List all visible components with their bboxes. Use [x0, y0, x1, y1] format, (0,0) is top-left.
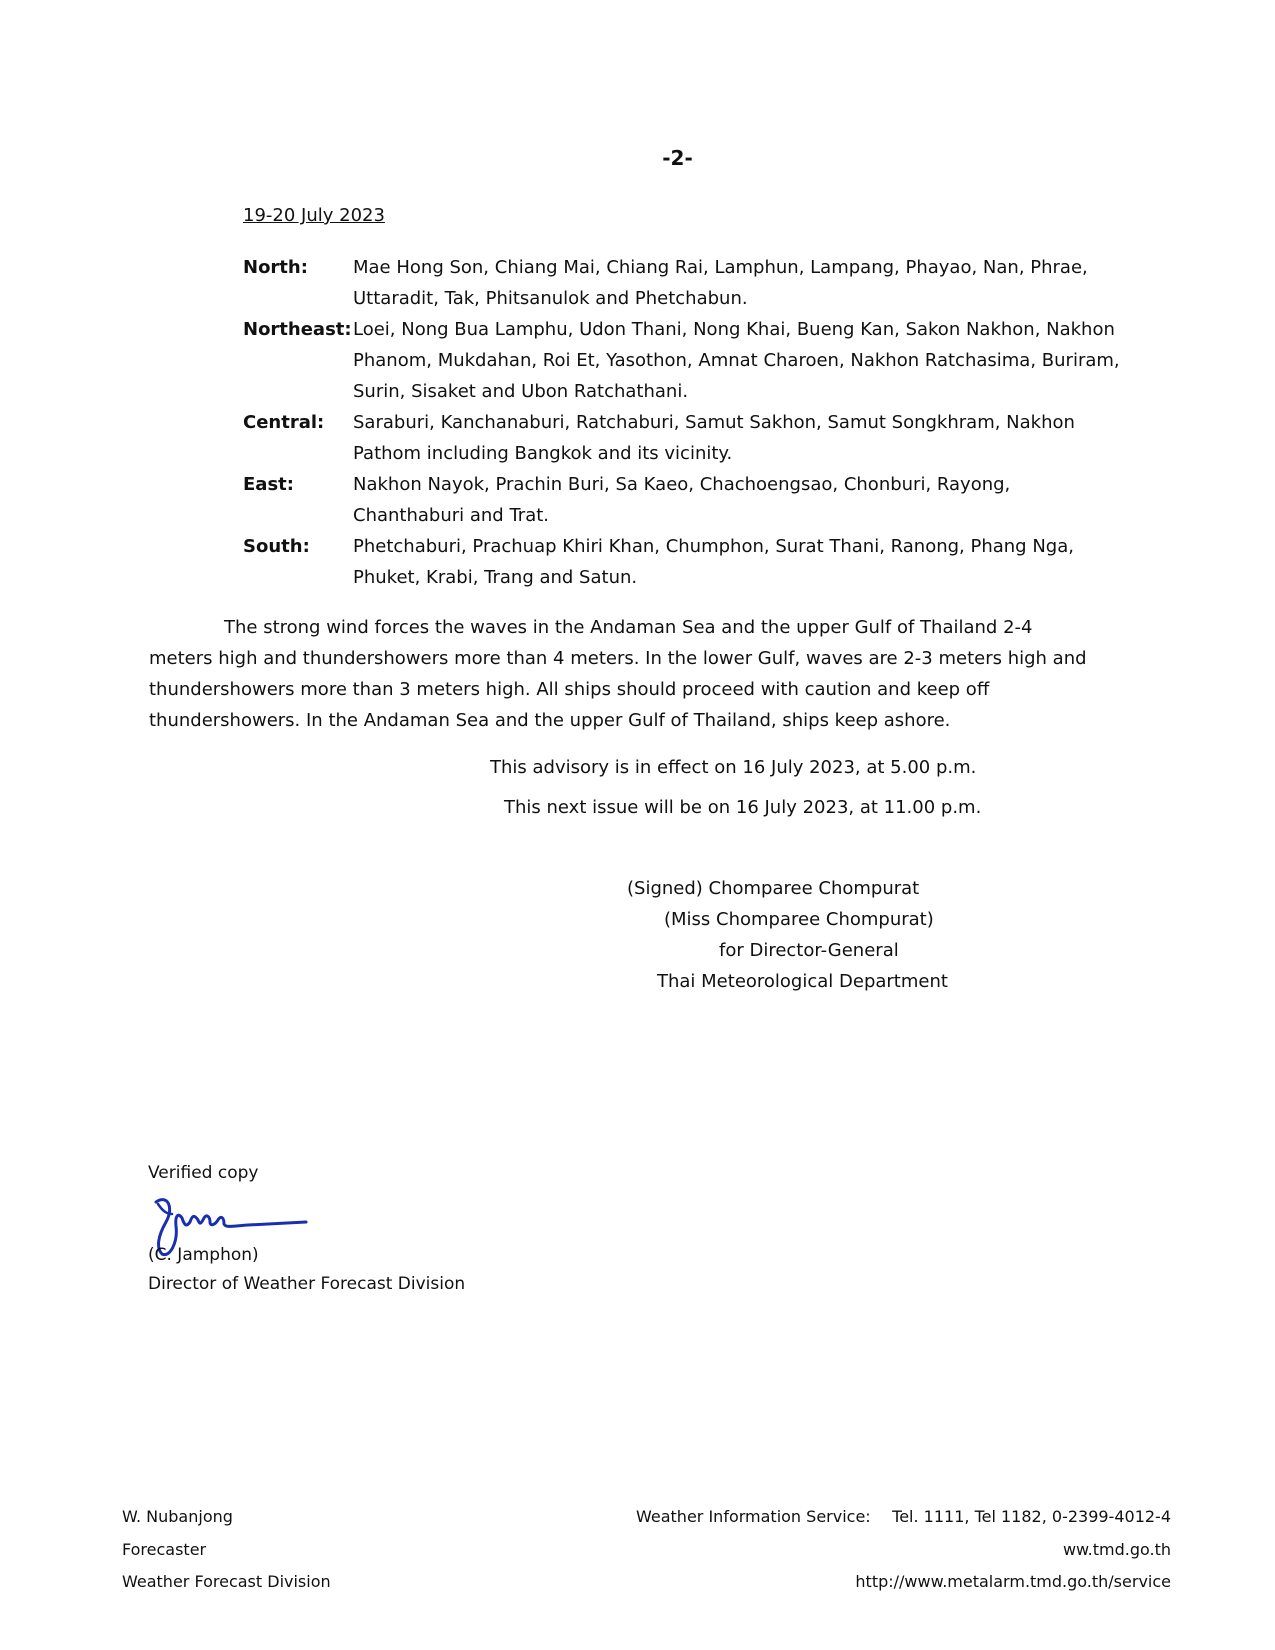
region-northeast [243, 314, 1123, 407]
page-number: -2- [662, 146, 693, 170]
footer-division: Weather Forecast Division [122, 1572, 331, 1591]
footer-service-label: Weather Information Service: [636, 1507, 871, 1526]
verifier-title: Director of Weather Forecast Division [148, 1274, 466, 1294]
region-south [243, 531, 1123, 593]
signed-by-line: (Signed) Chomparee Chompurat [627, 878, 920, 899]
signer-role: for Director-General [719, 940, 899, 961]
region-label: Northeast: [243, 319, 352, 340]
region-label: East: [243, 474, 294, 495]
region-provinces: Loei, Nong Bua Lamphu, Udon Thani, Nong Khai, Bueng Kan, Sakon Nakhon, Nakhon Phanom, Mukdahan, Roi Et, Yasothon, Amnat Charoen, Nakhon Ratchasima, Buriram, Surin, Sisaket and Ubon Ratchathani. [353, 319, 1120, 402]
region-provinces: Saraburi, Kanchanaburi, Ratchaburi, Samut Sakhon, Samut Songkhram, Nakhon Pathom including Bangkok and its vicinity. [353, 412, 1075, 464]
region-east [243, 469, 1123, 531]
signer-department: Thai Meteorological Department [657, 971, 948, 992]
footer-forecaster-role: Forecaster [122, 1540, 207, 1559]
region-central [243, 407, 1123, 469]
region-label: North: [243, 257, 308, 278]
footer-phone-numbers: Tel. 1111, Tel 1182, 0-2399-4012-4 [892, 1507, 1171, 1526]
verifier-name: (C. Jamphon) [148, 1245, 259, 1265]
date-heading: 19-20 July 2023 [243, 205, 385, 226]
signer-full-name: (Miss Chomparee Chompurat) [664, 909, 934, 930]
region-provinces: Mae Hong Son, Chiang Mai, Chiang Rai, Lamphun, Lampang, Phayao, Nan, Phrae, Uttaradit, Tak, Phitsanulok and Phetchabun. [353, 257, 1088, 309]
advisory-next-issue-line: This next issue will be on 16 July 2023, at 11.00 p.m. [504, 797, 982, 818]
footer-forecaster-name: W. Nubanjong [122, 1507, 233, 1526]
region-list [243, 252, 1123, 593]
region-provinces: Phetchaburi, Prachuap Khiri Khan, Chumphon, Surat Thani, Ranong, Phang Nga, Phuket, Krabi, Trang and Satun. [353, 536, 1074, 588]
advisory-effect-line: This advisory is in effect on 16 July 2023, at 5.00 p.m. [490, 757, 977, 778]
footer-service-url-link[interactable]: http://www.metalarm.tmd.go.th/service [855, 1572, 1171, 1591]
region-north [243, 252, 1123, 314]
region-provinces: Nakhon Nayok, Prachin Buri, Sa Kaeo, Chachoengsao, Chonburi, Rayong, Chanthaburi and Trat. [353, 474, 1011, 526]
footer-website-link[interactable]: ww.tmd.go.th [1062, 1540, 1171, 1559]
wave-warning-paragraph: The strong wind forces the waves in the Andaman Sea and the upper Gulf of Thailand 2-4 meters high and thundershowers more than 4 meters. In the lower Gulf, waves are 2-3 meters high and thundershowers more than 3 meters high. All ships should proceed with caution and keep off thundershowers. In the Andaman Sea and the upper Gulf of Thailand, ships keep ashore. [149, 617, 1087, 731]
verified-copy-label: Verified copy [148, 1163, 259, 1183]
region-label: Central: [243, 412, 325, 433]
region-label: South: [243, 536, 310, 557]
